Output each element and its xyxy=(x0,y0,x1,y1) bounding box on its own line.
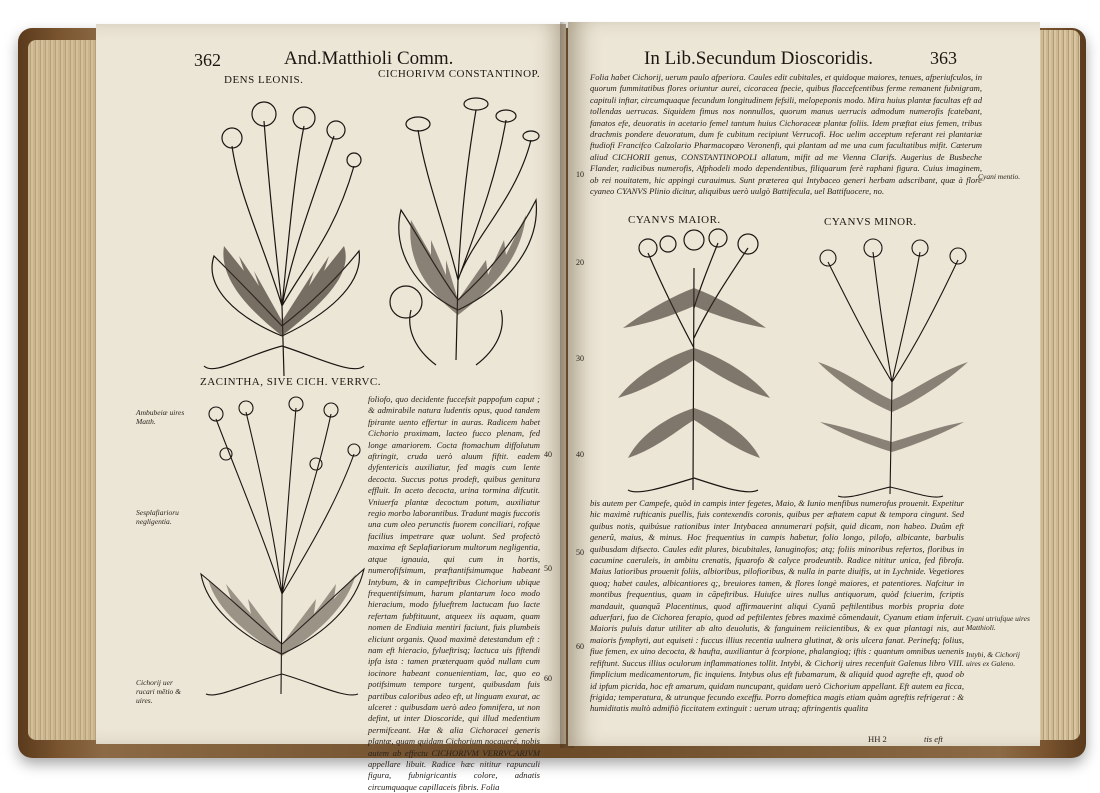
line-number: 60 xyxy=(576,642,584,651)
catchword-signature: HH 2 xyxy=(868,734,887,744)
left-body-text xyxy=(368,394,540,792)
cyanus-maior-woodcut xyxy=(608,228,778,498)
right-page xyxy=(568,22,1040,746)
dens-leonis-woodcut xyxy=(194,86,374,386)
left-running-head: And.Matthioli Comm. xyxy=(284,48,454,69)
cichorium-constantinop-woodcut xyxy=(376,80,556,380)
right-bottom-text xyxy=(590,498,964,730)
caption-zacintha: ZACINTHA, SIVE CICH. VERRVC. xyxy=(200,376,381,388)
line-number: 30 xyxy=(576,354,584,363)
caption-cyanus-minor: CYANVS MINOR. xyxy=(824,216,917,228)
right-running-head: In Lib.Secundum Dioscoridis. xyxy=(644,48,874,69)
cyanus-minor-woodcut xyxy=(808,232,978,502)
margin-note-ambubeiae: Ambubeiæ uires Matth. xyxy=(136,408,185,426)
line-number: 40 xyxy=(544,450,552,459)
margin-note-cyani-uires: Cyani utriufque uires Matthioli. xyxy=(966,614,1030,632)
line-number: 20 xyxy=(576,258,584,267)
line-number: 40 xyxy=(576,450,584,459)
margin-note-intybi: Intybi, & Cichorij uires ex Galeno. xyxy=(966,650,1020,668)
caption-dens-leonis: DENS LEONIS. xyxy=(224,74,304,86)
left-body-paragraph: foliofo, quo decidente fuccefsit pappofum caput ; & admirabile natura ludentis opus, quod tandem fpirante uento effertur in auras. Radicem habet Cichorio proximam, lacteo fucco plenam, fed longe amariorem. Cocta ftomachum diffolutum aftringit, cruda uerò aluum fiftit. eadem dyfentericis auxiliatur, fed magis cum lente decocta. Succus potus prodeft, quibus genitura effluit. In aceto decocta, urina tormina difcutit. Vniuerfa plantæ decoctum potum, auxiliatur regio morbo laborantibus. Tradunt magis fuccotis una cum oleo perunctis fuorem conciliari, rofque facilius impetrare quæ uolunt. Sed profectò maxima eft Seplafiariorum multorum negligentia, atque ignauia, qui cum in hortis, numerofifsimum, præftantifsimumque habeant Intybum, & in campeftribus Cichorium ubique frequentifsimum, harum plantarum loco modo hieracium, modo fylueftrem lactucam fuo lacte refertam fubftituunt, atqueex iis aquam, quam nomen de Endiuia mentiri faciunt, fuis plumbeis eliciunt organis. Quod maximè detestandum eft : nam eft hieracio, fylueftrisq; lactuca uis fiftendi ipfa ista : tamen præterquam quòd nullam cum iocinore habeant conuenientiam, lac, quo eo potifsimum tempore turgent, quibusdam fuis partibus caloribus adeo eft, ut linguam exurat, ac ulceret : quibusdam uerò adeo fomnifera, ut non defint, ut inter Dioscoride, qui illud medentium permifceant. Hæ & alia Cichoracei generis plantæ, quam quidam Cichorium nocaueré, nobis autem ab effectu CICHORIVM VERRVCARIVM appellare libuit. Radice hæc nititur rapunculi figura, fubnigricantis colore, adnatis circumquaque capillaceis fibris. Folia xyxy=(368,394,540,792)
margin-note-cichorij: Cichorij uer rucari mētio & uires. xyxy=(136,678,181,705)
line-number: 50 xyxy=(576,548,584,557)
zacintha-woodcut xyxy=(196,394,366,704)
right-top-paragraph: Folia habet Cichorij, uerum paulo afperiora. Caules edit cubitales, et quidoque maiores, tenues, afperiufculos, in quorum fummitatibus flores oriuntur aurei, cicoracea fpecie, quibus flaccefcentibus ferme remanent fubnigram, capituli inftar, circumquaque fecundum longitudinem fefsili, melopeponis modo. Mira huius plantæ facultas eft ad tollendas uerrucas. Siquidem fimus nos nonnullos, quorum manus uerrucis admodum numerofis fcatebant, fanatos efe, deuoratis in acetario femel tantum huius Cichoraceæ plantæ foliis. Idem præftat eius femen, tribus drachmis pondere deuoratum, dum fe cubitum recipiunt Verrucofi. Hoc uelim acceptum referant rei plantariæ ftudiofi Francifco Calzolario Pharmacopæo Veronenfi, qui plantam ad me una cum facultatibus mifit. Cæterum aliud CICHORII genus, CONSTANTINOPOLI allatum, mifit ad me Vienna Clarifs. Augerius de Busbeche Flander, radicibus numerofis, Afphodeli modo dependentibus, filiquarum ferè raphani figura. Cuius imaginem, ob rei nouitatem, hic appingi curauimus. Sunt præterea qui Intybaceo generi herbam adscribant, quæ à flore cyaneo CYANVS Plinio dicitur, aliquibus uerò uulgò Battifecula, uel Battifuocere, no. xyxy=(590,72,982,197)
line-number: 60 xyxy=(544,674,552,683)
right-bottom-paragraph: bis autem per Campefe, quòd in campis inter fegetes, Maio, & Iunio menfibus numerofus prouenit. Expetitur hic maximè rufticanis puellis, fuis contexendis coronis, quibus per æftatem caput & tempora cingunt. Sed quibus notis, quibúsue rationibus inter Intybacea annumerari pofsit, quid dicam, non habeo. Duûm eft generû, maius, & minus. Hoc frequentius in campis habetur, folio longo, pilofo, albicante, barbulis quibusdam difsecto. Caules edit plures, bicubitales, lanuginofos; atq; foliis minoribus refertos, floribus in cacumine caeruleis, in ambitu crenatis, fquarofo & calyce prodeuntib. Radice nititur unica, fed fibrofa. Maius latioribus prouenit foliis, albioribus, pilofioribus, & nulla in parte diuifis, ut in Lychnide. Vegetiores quoq; habet caules, albicantiores q;, breuiores tamen, & flores longè maiores, et patentiores. Nafcitur in montibus frequentius, quam in cāpeftribus. Huiufce uires nullus antiquorum, quòd fciuerim, fcriptis mandauit, quanquā Placentinus, quod affirmauerint aliqui Cyanū peftilentibus morbis propria dote aduerfari, fuo de Cichorea ferapio, quod ad peftilentes febres maximè cōmendauit, Cyanum etiam inferuit. Maioris puluis datur utiliter ab alto deuolutis, & fanguinem reiicientibus, & ex quæ plantagi nis, aut maioris fymphyti, aut equiseti : fuccus illius recentia uulnera glutinat, & oris ulcera fanat. Perinefq; folius, fiue femen, ex uino decocta, & haufta, auxiliantur à fcorpione, phalangioq; iftis : quantum omnibus uenenis refiftunt. Succus illius oculorum inflammationes tollit. Intybi, & Cichorij uires recenfuit Galenus libro VIII. fimplicium medicamentorum, fic inquiens. Intybus olus eft fubamarum, & aliquid quod agrefte eft, quod ob id ipfum picrida, hoc eft amarum, quidam nuncupant, quidam uerò Cichorium appellant. Eft autem ea ficca, frigida; temperatura, & utrunque fecundo exceffu. Porro domeftica magis etiam quàm agreftis refrigerat : & humiditatis multò admifiò ficcitatem extinguit : uerum utraq; aftringentis qualita xyxy=(590,498,964,714)
catchword: tis eft xyxy=(924,734,943,744)
right-page-edges xyxy=(1036,30,1080,740)
line-number: 10 xyxy=(576,170,584,179)
caption-cichorium-constantinop: CICHORIVM CONSTANTINOP. xyxy=(378,68,541,80)
left-page xyxy=(96,24,566,792)
line-number: 50 xyxy=(544,564,552,573)
margin-note-seplasiariorum: Sesplafiarioru negligentia. xyxy=(136,508,179,526)
right-top-text xyxy=(590,72,982,208)
left-page-number: 362 xyxy=(194,50,221,70)
right-page-number: 363 xyxy=(930,48,957,68)
caption-cyanus-maior: CYANVS MAIOR. xyxy=(628,214,721,226)
margin-note-cyani: Cyani mentio. xyxy=(978,172,1021,181)
